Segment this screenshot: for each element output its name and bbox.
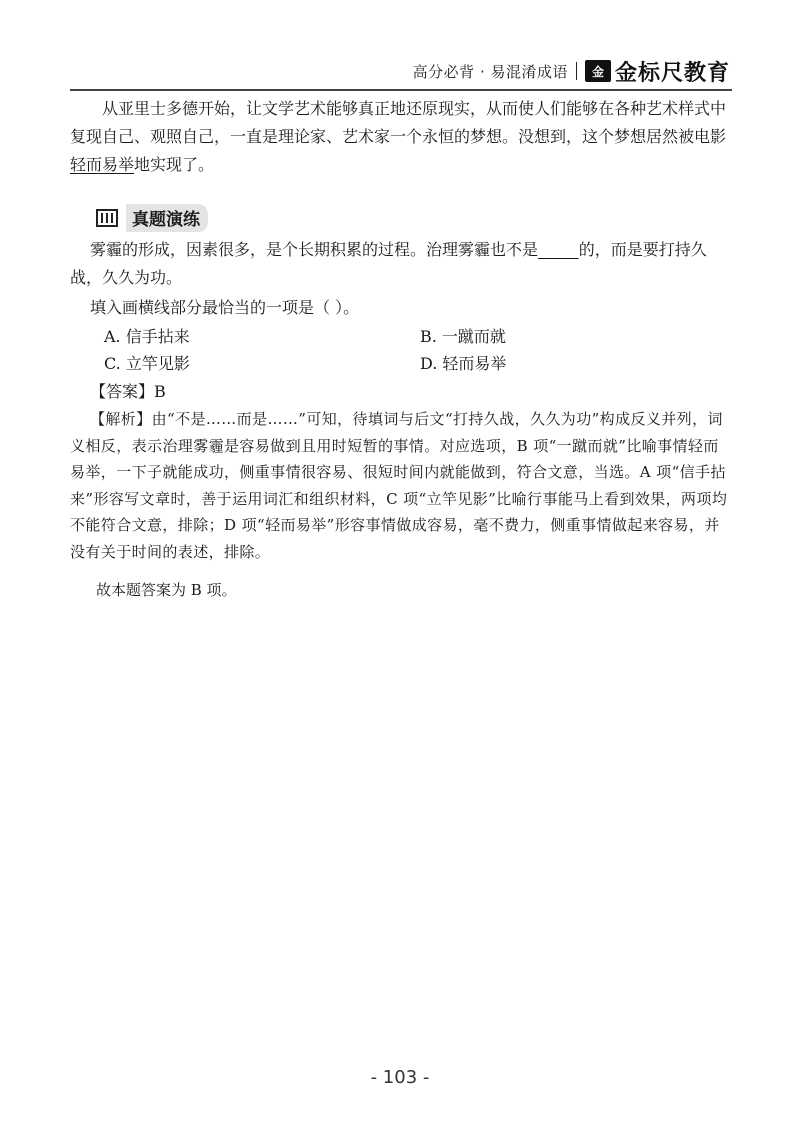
header-title: 高分必背 · 易混淆成语 (412, 62, 568, 81)
option-b: B. 一蹴而就 (420, 327, 506, 346)
intro-paragraph (70, 95, 732, 179)
option-d: D. 轻而易举 (420, 354, 507, 373)
option-c: C. 立竿见影 (104, 354, 190, 373)
section-heading (96, 204, 208, 232)
conclusion: 故本题答案为 B 项。 (96, 581, 237, 599)
analysis-paragraph: 【解析】由“不是……而是……”可知，待填词与后文“打持久战，久久为功”构成反义并列，词义相反，表示治理雾霾是容易做到且用时短暂的事情。对应选项，B 项“一蹴而就”比喻事情轻而易举，一下子就能成功，侧重事情很容易、很短时间内就能做到，符合文意，当选。A 项“信手拈来”形容写文章时，善于运用词汇和组织材料，C 项“立竿见影”比喻行事能马上看到效果，两项均不能符合文意，排除；D 项“轻而易举”形容事情做成容易，毫不费力，侧重事情做起来容易，并没有关于时间的表述，排除。 (70, 410, 728, 561)
question-text: 雾霾的形成，因素很多，是个长期积累的过程。治理雾霾也不是 (90, 240, 539, 259)
brand-logo-icon: 金 (585, 60, 611, 82)
brand (585, 56, 730, 87)
page-number: - 103 - (370, 1067, 430, 1088)
section-title: 真题演练 (126, 204, 208, 232)
equalizer-icon (96, 209, 118, 227)
intro-underlined-phrase: 轻而易举 (70, 155, 135, 174)
question-text-end: 的，而是要打持久战，久久为功。 (70, 240, 707, 287)
question-blank (538, 240, 579, 259)
header-rule (70, 89, 732, 91)
question-prompt: 填入画横线部分最恰当的一项是（ ）。 (90, 298, 360, 317)
header-divider (576, 62, 577, 80)
page-header (413, 54, 730, 88)
brand-name: 金标尺教育 (614, 60, 730, 86)
intro-text: 从亚里士多德开始，让文学艺术能够真正地还原现实，从而使人们能够在各种艺术样式中复现自己、观照自己，一直是理论家、艺术家一个永恒的梦想。没想到，这个梦想居然被电影 (70, 99, 727, 146)
answer: 【答案】B (90, 382, 166, 401)
question-stem (70, 236, 732, 292)
intro-text-end: 地实现了。 (134, 155, 215, 174)
option-a: A. 信手拈来 (104, 327, 190, 346)
